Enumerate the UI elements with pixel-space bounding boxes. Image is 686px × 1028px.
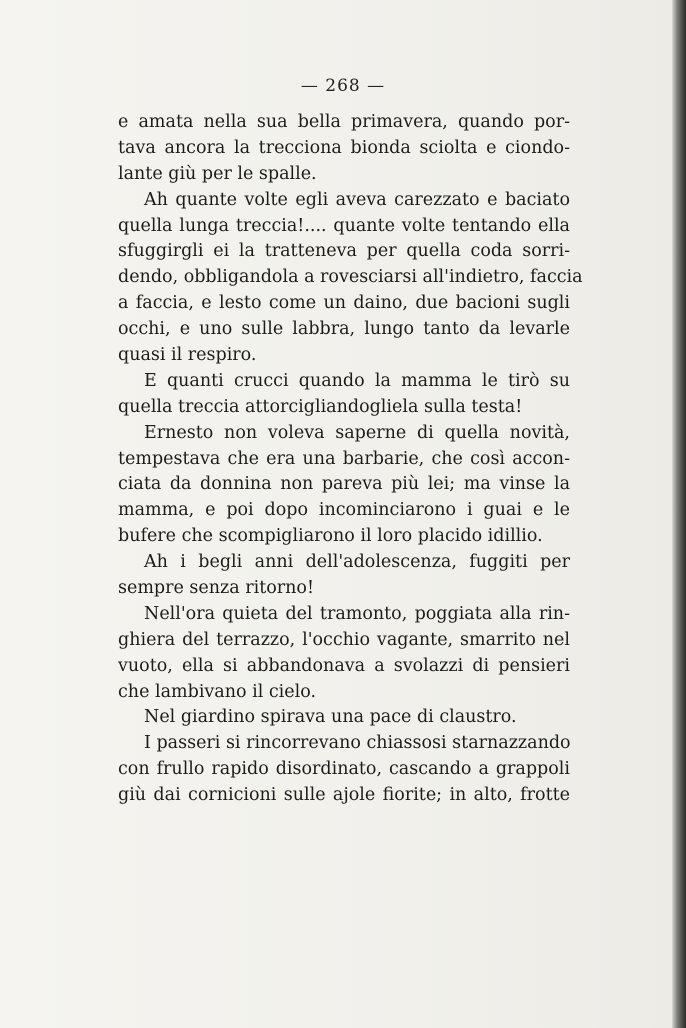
text-line: Ernesto non voleva saperne di quella novità, [144,422,570,443]
text-line: ghiera del terrazzo, l'occhio vagante, smarrito nel [118,629,570,650]
page-number: — 268 — [300,76,386,96]
text-line: giù dai cornicioni sulle ajole fiorite; in alto, frotte [118,785,570,806]
text-line: tempestava che era una barbarie, che così accon- [118,448,570,469]
page-edge-shadow [672,0,686,1028]
text-line: vuoto, ella si abbandonava a svolazzi di pensieri [118,655,570,676]
text-line: Nel giardino spirava una pace di claustro. [144,707,517,728]
text-line: lante giù per le spalle. [118,163,317,184]
text-line: tava ancora la trecciona bionda sciolta e ciondo- [118,137,570,158]
text-line: quella treccia attorcigliandogliela sulla testa! [118,396,523,417]
text-line: I passeri si rincorrevano chiassosi starnazzando [144,733,571,754]
text-line: e amata nella sua bella primavera, quando por- [118,112,570,132]
text-line: bufere che scompigliarono il loro placido idillio. [118,526,543,547]
text-line: E quanti crucci quando la mamma le tirò su [144,370,570,391]
text-line: ciata da donnina non pareva più lei; ma vinse la [118,474,570,495]
text-line: sfuggirgli ei la tratteneva per quella coda sorri- [118,241,570,262]
text-line: occhi, e uno sulle labbra, lungo tanto da levarle [118,319,570,340]
body-text [118,110,583,809]
text-line: Ah quante volte egli aveva carezzato e baciato [144,189,570,210]
text-line: quasi il respiro. [118,345,257,366]
text-line: che lambivano il cielo. [118,681,317,702]
text-line: dendo, obbligandola a rovesciarsi all'indietro, faccia [118,267,583,288]
text-line: mamma, e poi dopo incominciarono i guai e le [118,500,570,521]
text-line: Nell'ora quieta del tramonto, poggiata alla rin- [144,603,570,624]
text-line: a faccia, e lesto come un daino, due bacioni sugli [118,293,570,314]
text-line: quella lunga treccia!.... quante volte tentando ella [118,215,570,236]
text-line: con frullo rapido disordinato, cascando a grappoli [118,759,570,780]
text-line: sempre senza ritorno! [118,578,314,599]
text-line: Ah i begli anni dell'adolescenza, fuggiti per [144,552,570,573]
